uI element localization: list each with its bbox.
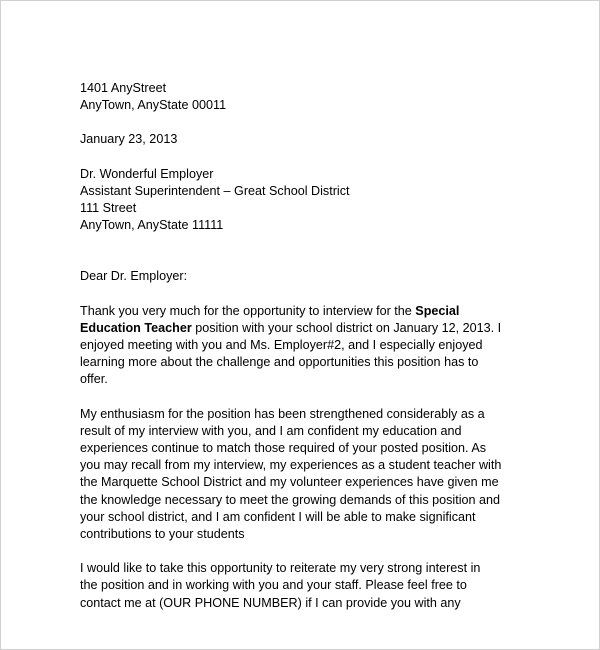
paragraph-1-line-2 — [80, 320, 540, 337]
paragraph-2-line: My enthusiasm for the position has been strengthened considerably as a — [80, 406, 485, 421]
salutation: Dear Dr. Employer: — [80, 269, 188, 284]
paragraph-3-line: I would like to take this opportunity to reiterate my very strong interest in — [80, 561, 481, 576]
recipient-city-line: AnyTown, AnyState 11111 — [80, 218, 224, 233]
recipient-name: Dr. Wonderful Employer — [80, 166, 214, 181]
paragraph-1 — [80, 303, 540, 389]
paragraph-2-line: the Marquette School District and my volunteer experiences have given me — [80, 475, 499, 490]
paragraph-1-line-5: offer. — [80, 372, 108, 387]
paragraph-3-line: the position and in working with you and your staff. Please feel free to — [80, 578, 467, 593]
paragraph-3 — [80, 560, 540, 612]
letter-body — [80, 80, 540, 612]
sender-street: 1401 AnyStreet — [80, 81, 167, 95]
position-title-part-2: Education Teacher — [80, 320, 192, 335]
paragraph-1-line-1-text: Thank you very much for the opportunity to interview for the — [80, 303, 416, 318]
sender-city-line: AnyTown, AnyState 00011 — [80, 98, 227, 113]
paragraph-1-line-1 — [80, 303, 540, 320]
paragraph-2-line: experiences continue to match those required of your posted position. As — [80, 441, 487, 456]
paragraph-2-line: your school district, and I am confident I will be able to make significant — [80, 509, 476, 524]
letter-date: January 23, 2013 — [80, 132, 178, 147]
paragraph-2-line: contributions to your students — [80, 527, 245, 542]
recipient-street: 111 Street — [80, 201, 137, 216]
paragraph-3-line: contact me at (OUR PHONE NUMBER) if I can provide you with any — [80, 595, 461, 610]
recipient-title: Assistant Superintendent – Great School District — [80, 183, 350, 198]
paragraph-2-line: you may recall from my interview, my experiences as a student teacher with — [80, 458, 502, 473]
recipient-address — [80, 166, 540, 235]
paragraph-1-line-4: learning more about the challenge and opportunities this position has to — [80, 355, 479, 370]
paragraph-1-line-2-text: position with your school district on January 12, 2013. I — [191, 320, 502, 335]
paragraph-2 — [80, 406, 540, 544]
paragraph-2-line: result of my interview with you, and I am confident my education and — [80, 423, 462, 438]
paragraph-2-line: the knowledge necessary to meet the growing demands of this position and — [80, 492, 501, 507]
position-title-part-1: Special — [415, 303, 460, 318]
sender-address — [80, 80, 540, 114]
paragraph-1-line-3: enjoyed meeting with you and Ms. Employer#2, and I especially enjoyed — [80, 338, 483, 353]
